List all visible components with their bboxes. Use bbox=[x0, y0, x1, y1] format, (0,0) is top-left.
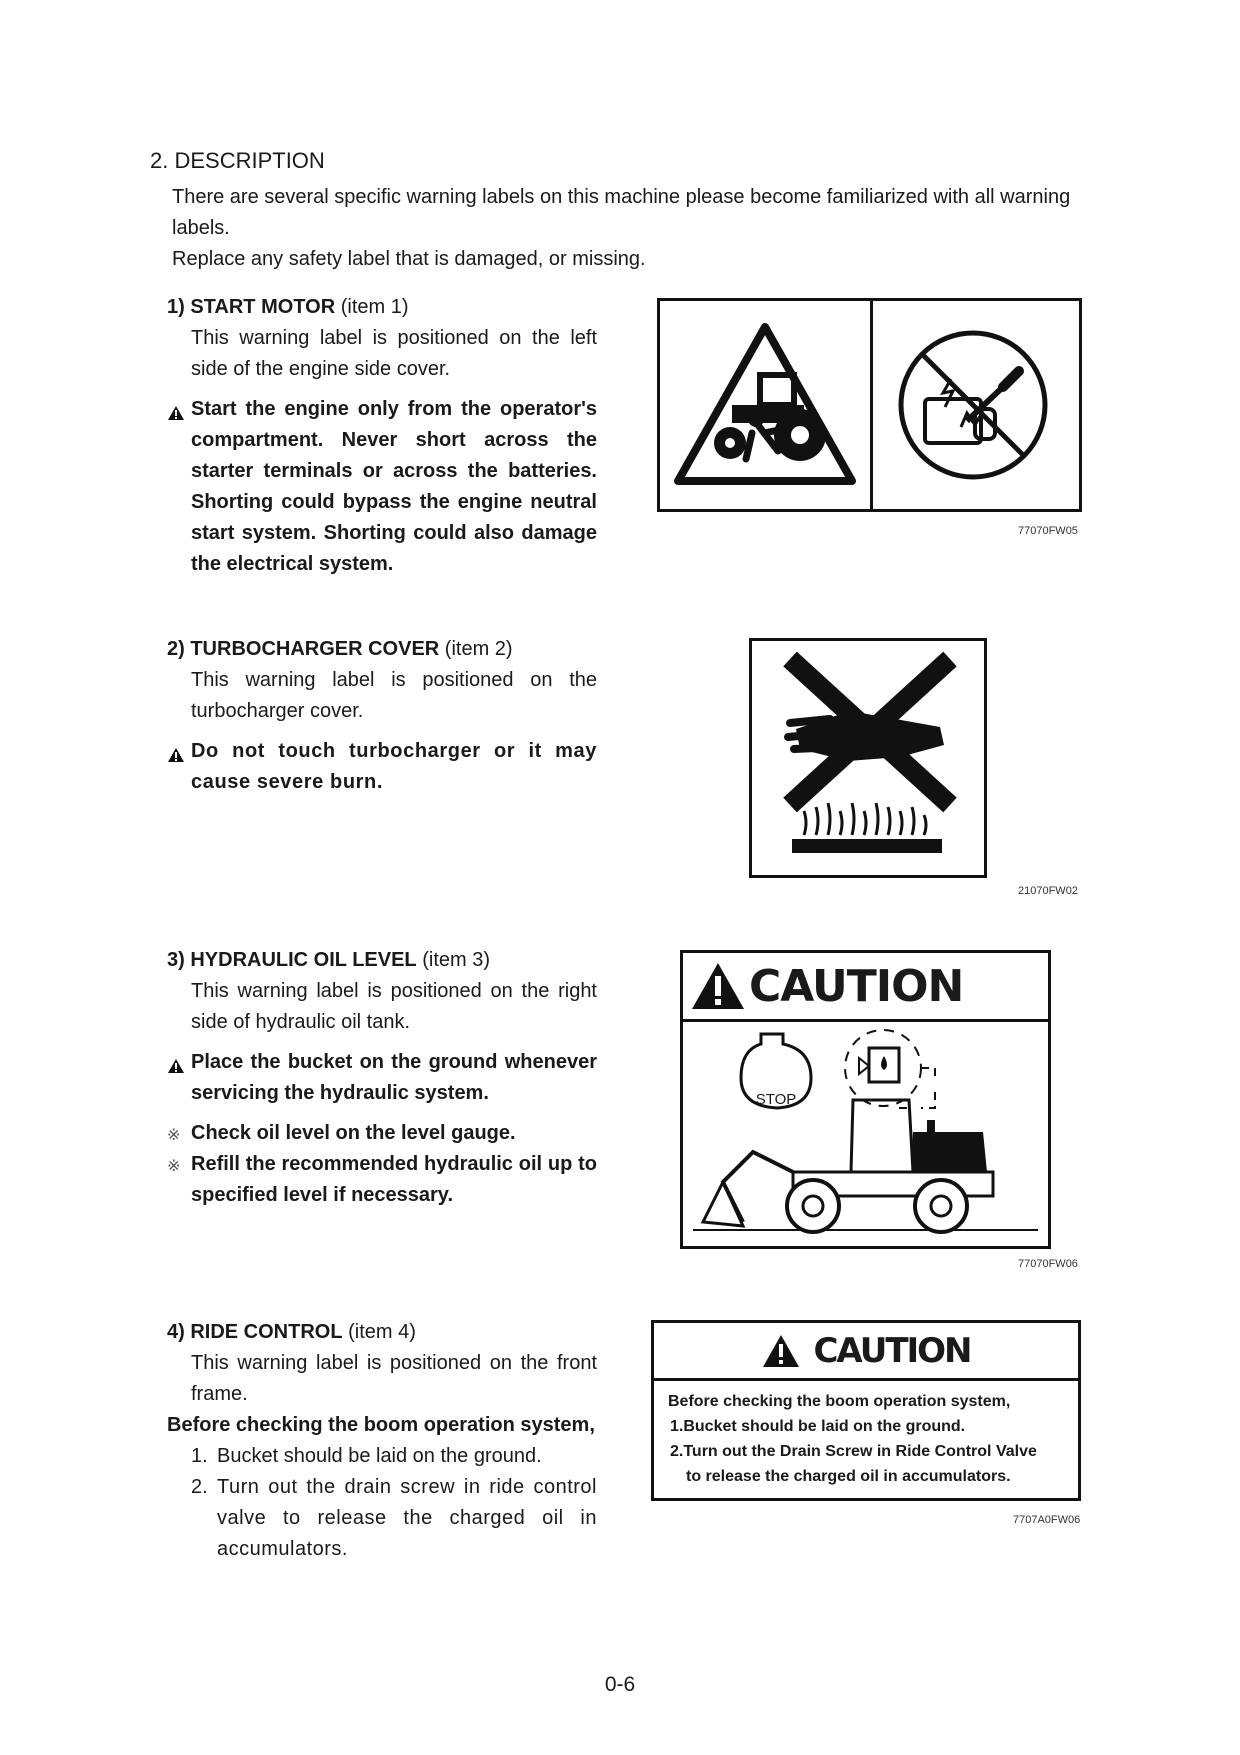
item-subheading: Before checking the boom operation system, bbox=[167, 1414, 595, 1436]
intro-text bbox=[172, 182, 1102, 275]
warning-block bbox=[167, 1047, 597, 1109]
caution-line: to release the charged oil in accumulators. bbox=[686, 1468, 1011, 1485]
warning-block bbox=[167, 736, 597, 798]
page-number: 0-6 bbox=[604, 1673, 636, 1696]
label-start-motor bbox=[657, 298, 1082, 512]
label-hydraulic-oil-caution bbox=[680, 950, 1051, 1249]
item-description: This warning label is positioned on the turbocharger cover. bbox=[191, 669, 597, 722]
warning-triangle-icon bbox=[761, 1333, 801, 1369]
stop-label: STOP bbox=[755, 1091, 797, 1108]
hot-surface-no-touch-icon bbox=[760, 649, 976, 869]
caution-title: CAUTION bbox=[813, 1330, 971, 1371]
label-turbocharger bbox=[749, 638, 987, 878]
caution-line: Before checking the boom operation system, bbox=[668, 1393, 1011, 1410]
label-code: 21070FW02 bbox=[1018, 885, 1078, 897]
label-code: 7707A0FW06 bbox=[1013, 1514, 1081, 1526]
intro-paragraph: There are several specific warning labels on this machine please become familiarized with all warning labels. bbox=[172, 186, 1071, 239]
item-heading: 3) HYDRAULIC OIL LEVEL (item 3) bbox=[167, 949, 490, 971]
label-ride-control-caution bbox=[651, 1320, 1081, 1501]
warning-triangle-icon bbox=[689, 960, 747, 1012]
item-hydraulic-oil-level bbox=[167, 945, 597, 1211]
run-over-hazard-icon bbox=[672, 321, 858, 489]
label-divider bbox=[870, 301, 873, 509]
caution-header bbox=[683, 953, 1048, 1022]
warning-triangle-icon bbox=[167, 736, 187, 798]
label-code: 77070FW06 bbox=[1018, 1258, 1078, 1270]
item-start-motor bbox=[167, 292, 597, 580]
note-item: ※ Refill the recommended hydraulic oil up to specified level if necessary. bbox=[167, 1153, 597, 1206]
item-heading: 2) TURBOCHARGER COVER (item 2) bbox=[167, 638, 513, 660]
item-description: This warning label is positioned on the front frame. bbox=[191, 1352, 597, 1405]
warning-text: Place the bucket on the ground whenever servicing the hydraulic system. bbox=[191, 1051, 597, 1104]
caution-header bbox=[654, 1323, 1078, 1381]
caution-title: CAUTION bbox=[749, 960, 964, 1012]
label-code: 77070FW05 bbox=[1018, 525, 1078, 537]
item-description: This warning label is positioned on the right side of hydraulic oil tank. bbox=[191, 980, 597, 1033]
section-title: 2. DESCRIPTION bbox=[150, 148, 325, 173]
warning-text: Start the engine only from the operator's compartment. Never short across the starter terminals or across the batteries. Shorting could bypass the engine neutral start system. Shorting could also damage the electrical system. bbox=[191, 398, 597, 575]
loader-oil-check-illustration bbox=[683, 1022, 1048, 1246]
caution-line: 1.Bucket should be laid on the ground. bbox=[670, 1418, 966, 1435]
note-item: ※ Check oil level on the level gauge. bbox=[167, 1122, 516, 1144]
warning-triangle-icon bbox=[167, 1047, 187, 1109]
caution-line: 2.Turn out the Drain Screw in Ride Control Valve bbox=[670, 1443, 1037, 1460]
warning-block bbox=[167, 394, 597, 580]
step-item: 1. Bucket should be laid on the ground. bbox=[191, 1445, 542, 1467]
item-description: This warning label is positioned on the left side of the engine side cover. bbox=[191, 327, 597, 380]
warning-triangle-icon bbox=[167, 394, 187, 580]
item-turbocharger-cover bbox=[167, 634, 597, 798]
warning-text: Do not touch turbocharger or it may cause severe burn. bbox=[191, 740, 597, 793]
caution-body bbox=[668, 1389, 1068, 1489]
item-heading: 1) START MOTOR (item 1) bbox=[167, 296, 409, 318]
intro-paragraph: Replace any safety label that is damaged, or missing. bbox=[172, 248, 646, 270]
item-ride-control bbox=[167, 1317, 597, 1565]
no-short-circuit-icon bbox=[895, 327, 1051, 483]
item-heading: 4) RIDE CONTROL (item 4) bbox=[167, 1321, 416, 1343]
step-item: 2. Turn out the drain screw in ride control valve to release the charged oil in accumulators. bbox=[191, 1476, 597, 1560]
